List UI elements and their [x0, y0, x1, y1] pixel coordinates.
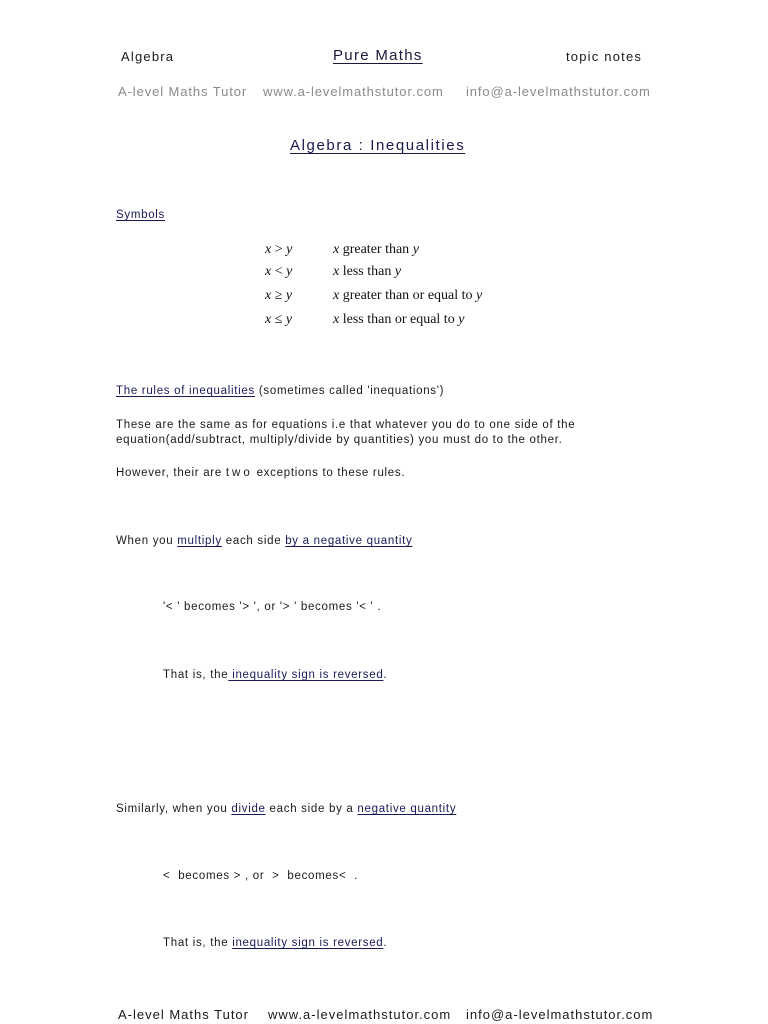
header-email-link[interactable]: info@a-levelmathstutor.com — [466, 84, 651, 99]
footer-email-link[interactable]: info@a-levelmathstutor.com — [466, 1007, 654, 1022]
symbol-lt: < — [274, 264, 283, 279]
header-tutor: A-level Maths Tutor — [118, 84, 248, 99]
footer-tutor: A-level Maths Tutor — [118, 1007, 249, 1022]
rules-paragraph: These are the same as for equations i.e that whatever you do to one side of the equation(add/subtract, multiply/divide by quantities) you must do to the other. — [116, 419, 576, 446]
reversed-phrase: inequality sign is reversed — [228, 669, 384, 681]
emphasis-two: two — [225, 467, 253, 479]
header-website-link[interactable]: www.a-levelmathstutor.com — [263, 84, 444, 99]
divide-keyword: divide — [231, 803, 266, 815]
multiply-paragraph: When you multiply each side by a negative quantity — [116, 535, 413, 547]
header-title: Pure Maths — [333, 47, 423, 64]
symbols-heading: Symbols — [116, 209, 165, 221]
symbol-row — [265, 242, 292, 258]
header-topic: Algebra — [121, 49, 175, 64]
symbol-le: ≤ — [274, 312, 283, 327]
symbol-desc: x greater than or equal to y — [333, 288, 483, 303]
page-title: Algebra : Inequalities — [290, 137, 466, 154]
symbol-row: x < y — [265, 264, 293, 279]
multiply-keyword: multiply — [177, 535, 222, 547]
multiply-conclusion: That is, the inequality sign is reversed. — [163, 669, 388, 681]
rules-heading-line — [116, 385, 444, 397]
symbol-gt: > — [274, 242, 283, 257]
symbol-row: x ≥ y — [265, 288, 293, 303]
negative-quantity-phrase: by a negative quantity — [285, 535, 413, 547]
reversed-phrase: inequality sign is reversed — [232, 937, 384, 949]
symbol-ge: ≥ — [274, 288, 283, 303]
rules-heading: The rules of inequalities — [116, 385, 255, 397]
divide-rule: < becomes > , or > becomes< . — [163, 870, 359, 882]
symbol-desc: x greater than y — [333, 242, 419, 257]
symbol-row: x ≤ y — [265, 312, 293, 327]
symbol-desc: x less than y — [333, 264, 402, 279]
var-y: y — [286, 242, 293, 257]
rules-heading-note: (sometimes called 'inequations') — [254, 385, 445, 397]
var-x: x — [265, 242, 272, 257]
divide-conclusion: That is, the inequality sign is reversed. — [163, 937, 388, 949]
symbol-desc: x less than or equal to y — [333, 312, 465, 327]
multiply-rule: '< ' becomes '> ', or '> ' becomes '< ' . — [163, 601, 382, 613]
header-right: topic notes — [566, 49, 643, 64]
negative-quantity-phrase: negative quantity — [357, 803, 457, 815]
footer-website-link[interactable]: www.a-levelmathstutor.com — [268, 1007, 452, 1022]
divide-paragraph: Similarly, when you divide each side by a negative quantity — [116, 803, 457, 815]
exceptions-paragraph: However, their are two exceptions to these rules. — [116, 467, 406, 479]
